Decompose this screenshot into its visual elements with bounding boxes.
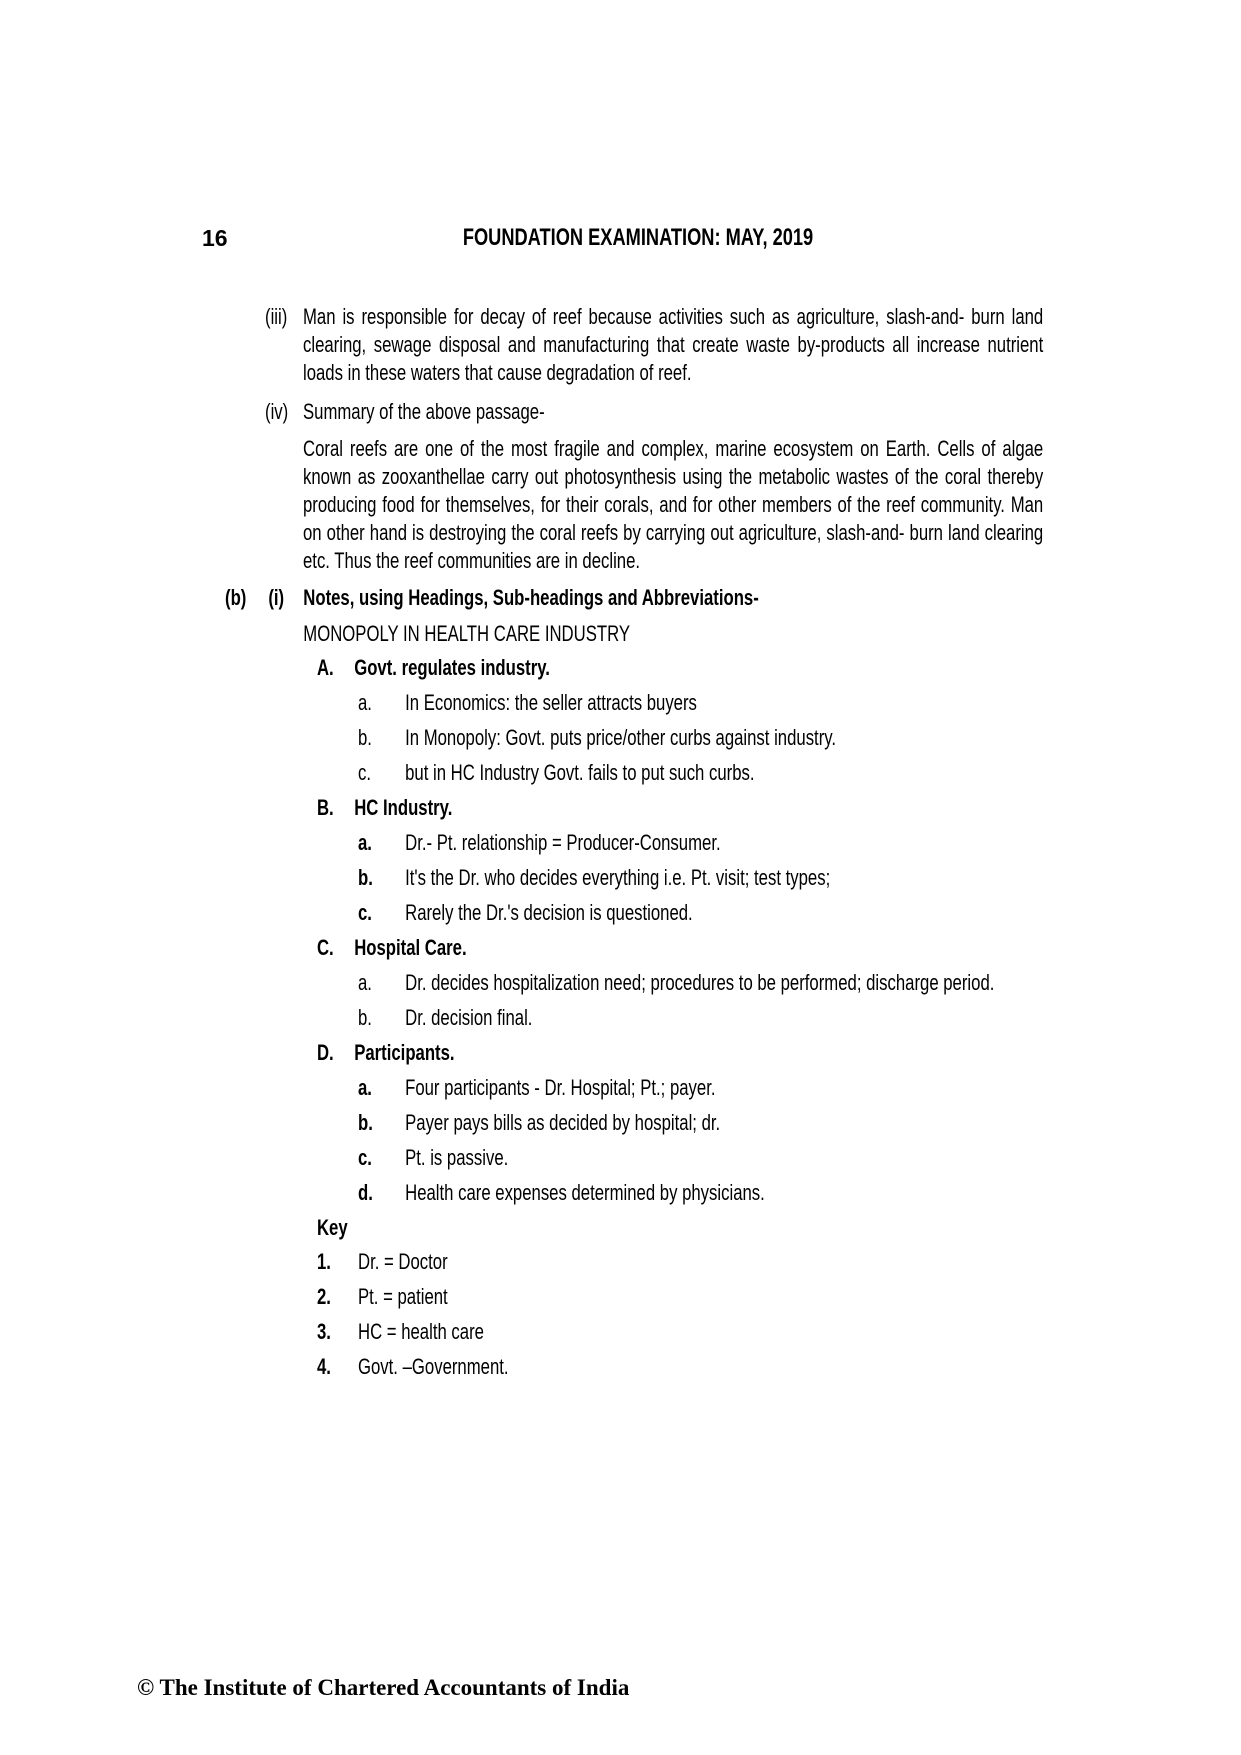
item-marker: b. (358, 725, 372, 750)
section-c-heading: Hospital Care. (354, 935, 467, 960)
list-item (358, 689, 1044, 717)
item-text: Pt. is passive. (405, 1145, 509, 1170)
key-entry-text: HC = health care (358, 1319, 484, 1344)
item-text: Payer pays bills as decided by hospital; dr. (405, 1110, 721, 1135)
item-iv-heading: Summary of the above passage- (303, 399, 545, 424)
key-entry-text: Pt. = patient (358, 1284, 448, 1309)
key-entry-marker: 4. (316, 1354, 331, 1379)
list-item (358, 1074, 1044, 1102)
list-item (358, 899, 1044, 927)
section-a-title (317, 654, 1044, 682)
item-text: In Economics: the seller attracts buyers (405, 690, 697, 715)
list-item (358, 1004, 1044, 1032)
section-c-title (317, 934, 1044, 962)
answer-item-iii (265, 303, 1043, 387)
section-d-heading: Participants. (354, 1040, 455, 1065)
item-text: Health care expenses determined by physicians. (405, 1180, 765, 1205)
section-a-marker: A. (316, 655, 334, 680)
answer-item-iv (265, 398, 1043, 426)
key-entry-marker: 2. (316, 1284, 331, 1309)
section-b-marker: B. (316, 795, 334, 820)
section-a-heading: Govt. regulates industry. (354, 655, 550, 680)
item-text: Rarely the Dr.'s decision is questioned. (405, 900, 693, 925)
item-marker: c. (358, 1145, 372, 1170)
notes-subtitle: MONOPOLY IN HEALTH CARE INDUSTRY (303, 621, 631, 646)
key-title: Key (316, 1215, 348, 1240)
key-entry (317, 1283, 1044, 1311)
list-item (358, 1109, 1044, 1137)
item-marker: a. (358, 970, 372, 995)
item-marker: b. (358, 1005, 372, 1030)
item-marker: b. (358, 865, 373, 890)
item-marker: c. (358, 760, 372, 785)
part-b-sub-marker: (i) (268, 585, 285, 610)
list-item (358, 969, 1044, 997)
item-text: but in HC Industry Govt. fails to put such curbs. (405, 760, 755, 785)
answer-content (0, 303, 1241, 1388)
copyright-footer: © The Institute of Chartered Accountants of India (137, 1675, 630, 1700)
item-marker: a. (358, 690, 372, 715)
item-marker: a. (358, 830, 372, 855)
key-entry-text: Dr. = Doctor (358, 1249, 448, 1274)
key-entry-text: Govt. –Government. (358, 1354, 509, 1379)
item-text: It's the Dr. who decides everything i.e. Pt. visit; test types; (405, 865, 831, 890)
page-number: 16 (202, 225, 228, 251)
item-marker: d. (358, 1180, 373, 1205)
item-iii-text: Man is responsible for decay of reef because activities such as agriculture, slash-and- burn land clearing, sewage disposal and manufacturing that create waste by-products all increase nutrient loads in these waters that cause degradation of reef. (303, 304, 1044, 385)
item-text: Dr.- Pt. relationship = Producer-Consumer. (405, 830, 721, 855)
list-item (358, 864, 1044, 892)
item-marker: c. (358, 900, 372, 925)
exam-header-title: FOUNDATION EXAMINATION: MAY, 2019 (462, 224, 814, 251)
section-d-title (317, 1039, 1044, 1067)
section-b-heading: HC Industry. (354, 795, 453, 820)
item-marker: b. (358, 1110, 373, 1135)
list-item (358, 724, 1044, 752)
list-item (358, 1144, 1044, 1172)
list-item (358, 829, 1044, 857)
item-text: In Monopoly: Govt. puts price/other curbs against industry. (405, 725, 837, 750)
item-text: Dr. decides hospitalization need; procedures to be performed; discharge period. (405, 970, 995, 995)
item-iv-marker: (iv) (265, 399, 289, 424)
key-entry (317, 1353, 1044, 1381)
list-item (358, 1179, 1044, 1207)
item-marker: a. (358, 1075, 372, 1100)
part-b-content (303, 584, 1043, 1388)
list-item (358, 759, 1044, 787)
summary-paragraph: Coral reefs are one of the most fragile and complex, marine ecosystem on Earth. Cells of algae known as zooxanthellae carry out photosynthesis using the metabolic wastes of the coral thereby producing food for themselves, for their corals, and for other members of the reef community. Man on other hand is destroying the coral reefs by carrying out agriculture, slash-and- burn land clearing etc. Thus the reef communities are in decline. (303, 436, 1044, 573)
answer-part-b (225, 584, 1215, 1388)
section-d-marker: D. (316, 1040, 334, 1065)
key-entry (317, 1318, 1044, 1346)
key-entry-marker: 3. (316, 1319, 331, 1344)
section-b-title (317, 794, 1044, 822)
notes-heading: Notes, using Headings, Sub-headings and Abbreviations- (303, 585, 759, 610)
section-c-marker: C. (316, 935, 334, 960)
part-b-marker: (b) (225, 585, 247, 610)
key-entry (317, 1248, 1044, 1276)
item-iii-marker: (iii) (265, 304, 288, 329)
key-entry-marker: 1. (316, 1249, 331, 1274)
item-text: Dr. decision final. (405, 1005, 533, 1030)
item-text: Four participants - Dr. Hospital; Pt.; payer. (405, 1075, 716, 1100)
